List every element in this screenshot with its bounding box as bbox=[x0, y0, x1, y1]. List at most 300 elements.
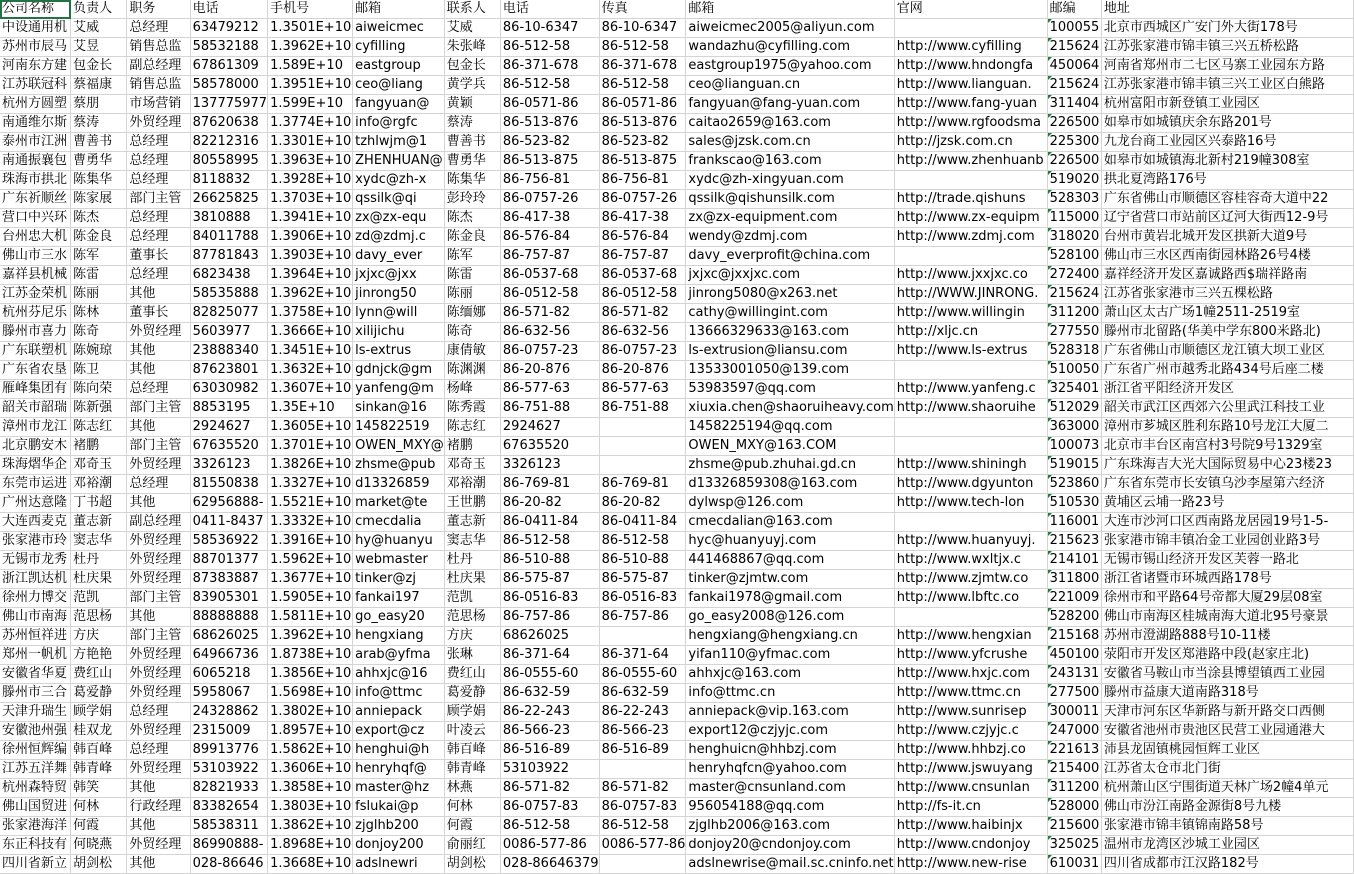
table-cell[interactable]: 陈集华 bbox=[444, 171, 500, 190]
table-cell[interactable]: 杭州方圆塑 bbox=[0, 95, 71, 114]
table-cell[interactable]: 5603977 bbox=[190, 323, 267, 342]
table-cell[interactable]: 215624 bbox=[1047, 285, 1101, 304]
table-cell[interactable]: 8853195 bbox=[190, 399, 267, 418]
table-cell[interactable]: master@cnsunland.com bbox=[686, 779, 894, 798]
table-cell[interactable]: 费红山 bbox=[71, 665, 127, 684]
table-cell[interactable]: 艾昱 bbox=[71, 38, 127, 57]
table-cell[interactable]: http://www.rgfoodsma bbox=[894, 114, 1047, 133]
table-cell[interactable]: 226500 bbox=[1047, 152, 1101, 171]
table-cell[interactable]: 86-0516-83 bbox=[599, 589, 686, 608]
table-cell[interactable]: 方庆 bbox=[444, 627, 500, 646]
table-cell[interactable]: xilijichu bbox=[353, 323, 445, 342]
table-cell[interactable]: 221009 bbox=[1047, 589, 1101, 608]
table-cell[interactable]: ceo@lianguan.cn bbox=[686, 76, 894, 95]
table-cell[interactable]: http://www.yfcrushe bbox=[894, 646, 1047, 665]
table-cell[interactable]: 韩百峰 bbox=[444, 741, 500, 760]
table-cell[interactable]: http://www.czjyjc.c bbox=[894, 722, 1047, 741]
table-cell[interactable]: 广东祈顺丝 bbox=[0, 190, 71, 209]
table-cell[interactable]: 陈林 bbox=[71, 304, 127, 323]
table-cell[interactable]: 其他 bbox=[127, 342, 190, 361]
table-cell[interactable]: 956054188@qq.com bbox=[686, 798, 894, 817]
table-cell[interactable]: 韩百峰 bbox=[71, 741, 127, 760]
table-cell[interactable]: 东正科技有 bbox=[0, 836, 71, 855]
table-cell[interactable]: 四川省新立 bbox=[0, 855, 71, 874]
table-cell[interactable]: 陈杰 bbox=[444, 209, 500, 228]
table-cell[interactable]: 86-512-58 bbox=[599, 38, 686, 57]
table-cell[interactable]: 86-575-87 bbox=[599, 570, 686, 589]
table-cell[interactable]: 陈新强 bbox=[71, 399, 127, 418]
table-cell[interactable]: 86-632-56 bbox=[599, 323, 686, 342]
table-cell[interactable]: 拱北夏湾路176号 bbox=[1101, 171, 1353, 190]
table-cell[interactable]: 韩青峰 bbox=[71, 760, 127, 779]
table-cell[interactable]: sales@jzsk.com.cn bbox=[686, 133, 894, 152]
table-cell[interactable]: hengxiang bbox=[353, 627, 445, 646]
table-cell[interactable]: xydc@zh-xingyuan.com bbox=[686, 171, 894, 190]
table-cell[interactable]: 陈金良 bbox=[444, 228, 500, 247]
table-cell[interactable]: http://www.fang-yuan bbox=[894, 95, 1047, 114]
table-cell[interactable]: aiweicmec2005@aliyun.com bbox=[686, 19, 894, 38]
table-cell[interactable]: 包金长 bbox=[444, 57, 500, 76]
table-cell[interactable]: 1.3501E+10 bbox=[268, 19, 353, 38]
table-cell[interactable]: export@cz bbox=[353, 722, 445, 741]
table-cell[interactable]: 86-756-81 bbox=[599, 171, 686, 190]
table-cell[interactable]: 王世鹏 bbox=[444, 494, 500, 513]
table-cell[interactable]: 总经理 bbox=[127, 703, 190, 722]
table-cell[interactable]: 87623801 bbox=[190, 361, 267, 380]
table-cell[interactable]: 窦志华 bbox=[71, 532, 127, 551]
table-cell[interactable]: go_easy2008@126.com bbox=[686, 608, 894, 627]
table-cell[interactable]: 1.3802E+10 bbox=[268, 703, 353, 722]
table-cell[interactable]: cyfilling bbox=[353, 38, 445, 57]
table-cell[interactable]: 张家港市玲 bbox=[0, 532, 71, 551]
table-cell[interactable]: 528000 bbox=[1047, 798, 1101, 817]
header-cell[interactable]: 邮箱 bbox=[686, 0, 894, 19]
table-cell[interactable]: 总经理 bbox=[127, 228, 190, 247]
table-cell[interactable]: 1.3962E+10 bbox=[268, 627, 353, 646]
table-cell[interactable]: 86-757-87 bbox=[599, 247, 686, 266]
table-cell[interactable]: 243131 bbox=[1047, 665, 1101, 684]
table-cell[interactable]: davy_ever bbox=[353, 247, 445, 266]
table-cell[interactable]: zjglhb200 bbox=[353, 817, 445, 836]
table-cell[interactable]: export12@czjyjc.com bbox=[686, 722, 894, 741]
header-cell[interactable]: 地址 bbox=[1101, 0, 1353, 19]
table-cell[interactable] bbox=[599, 418, 686, 437]
table-cell[interactable]: 86-513-875 bbox=[500, 152, 599, 171]
table-cell[interactable]: 89913776 bbox=[190, 741, 267, 760]
table-cell[interactable]: 葛爱静 bbox=[444, 684, 500, 703]
table-cell[interactable]: 邓奇玉 bbox=[71, 456, 127, 475]
table-cell[interactable]: 86-577-63 bbox=[599, 380, 686, 399]
table-cell[interactable]: http://www.lianguan. bbox=[894, 76, 1047, 95]
table-cell[interactable]: 86-757-86 bbox=[599, 608, 686, 627]
table-cell[interactable] bbox=[894, 513, 1047, 532]
table-cell[interactable]: 外贸经理 bbox=[127, 722, 190, 741]
table-cell[interactable]: webmaster bbox=[353, 551, 445, 570]
table-cell[interactable]: http://www.ttmc.cn bbox=[894, 684, 1047, 703]
table-cell[interactable]: 67635520 bbox=[190, 437, 267, 456]
table-cell[interactable]: 徐州恒辉编 bbox=[0, 741, 71, 760]
table-cell[interactable]: 86-0537-68 bbox=[599, 266, 686, 285]
table-cell[interactable]: cmecdalian@163.com bbox=[686, 513, 894, 532]
table-cell[interactable]: 86-512-58 bbox=[599, 532, 686, 551]
table-cell[interactable]: 外贸经理 bbox=[127, 646, 190, 665]
table-cell[interactable]: 何霞 bbox=[71, 817, 127, 836]
table-cell[interactable]: 安徽省池州市贵池区民营工业园通港大 bbox=[1101, 722, 1353, 741]
table-cell[interactable]: 318020 bbox=[1047, 228, 1101, 247]
table-cell[interactable]: ceo@liang bbox=[353, 76, 445, 95]
table-cell[interactable]: 苏州市辰马 bbox=[0, 38, 71, 57]
table-cell[interactable]: http://www.hxjc.com bbox=[894, 665, 1047, 684]
table-cell[interactable]: 外贸经理 bbox=[127, 760, 190, 779]
table-cell[interactable]: 营口中兴环 bbox=[0, 209, 71, 228]
table-cell[interactable]: 8118832 bbox=[190, 171, 267, 190]
table-cell[interactable]: 东莞市运进 bbox=[0, 475, 71, 494]
table-cell[interactable]: 6823438 bbox=[190, 266, 267, 285]
table-cell[interactable]: 311800 bbox=[1047, 570, 1101, 589]
table-cell[interactable]: 512029 bbox=[1047, 399, 1101, 418]
table-cell[interactable]: dylwsp@126.com bbox=[686, 494, 894, 513]
table-cell[interactable]: hy@huanyu bbox=[353, 532, 445, 551]
header-cell[interactable]: 邮编 bbox=[1047, 0, 1101, 19]
table-cell[interactable]: 1.3906E+10 bbox=[268, 228, 353, 247]
table-cell[interactable] bbox=[599, 627, 686, 646]
table-cell[interactable]: 广东省广州市越秀北路434号后座二楼 bbox=[1101, 361, 1353, 380]
table-cell[interactable]: http://www.dgyunton bbox=[894, 475, 1047, 494]
table-cell[interactable]: 100055 bbox=[1047, 19, 1101, 38]
table-cell[interactable]: 外贸经理 bbox=[127, 836, 190, 855]
header-cell[interactable]: 手机号 bbox=[268, 0, 353, 19]
table-cell[interactable]: d13326859 bbox=[353, 475, 445, 494]
table-cell[interactable]: 58535888 bbox=[190, 285, 267, 304]
table-cell[interactable]: 450064 bbox=[1047, 57, 1101, 76]
table-cell[interactable]: market@te bbox=[353, 494, 445, 513]
table-cell[interactable]: 1.589E+10 bbox=[268, 57, 353, 76]
table-cell[interactable]: 陈金良 bbox=[71, 228, 127, 247]
table-cell[interactable]: henryhqfcn@yahoo.com bbox=[686, 760, 894, 779]
table-cell[interactable]: 温州市龙湾区沙城工业园区 bbox=[1101, 836, 1353, 855]
table-cell[interactable]: 韩笑 bbox=[71, 779, 127, 798]
table-cell[interactable]: 黄颖 bbox=[444, 95, 500, 114]
table-cell[interactable]: http://www.huanyuyj. bbox=[894, 532, 1047, 551]
table-cell[interactable]: 外贸经理 bbox=[127, 323, 190, 342]
table-cell[interactable]: 86-0757-83 bbox=[500, 798, 599, 817]
table-cell[interactable]: 26625825 bbox=[190, 190, 267, 209]
table-cell[interactable]: henryhqf@ bbox=[353, 760, 445, 779]
table-cell[interactable]: 副总经理 bbox=[127, 57, 190, 76]
table-cell[interactable]: 张家港市锦丰镇冶金工业园创业路3号 bbox=[1101, 532, 1353, 551]
table-cell[interactable]: 86-0411-84 bbox=[500, 513, 599, 532]
table-cell[interactable]: 88701377 bbox=[190, 551, 267, 570]
table-cell[interactable]: fangyuan@ bbox=[353, 95, 445, 114]
table-cell[interactable]: 86-371-678 bbox=[500, 57, 599, 76]
table-cell[interactable]: 441468867@qq.com bbox=[686, 551, 894, 570]
table-cell[interactable]: http://www.hndongfa bbox=[894, 57, 1047, 76]
table-cell[interactable]: 外贸经理 bbox=[127, 684, 190, 703]
table-cell[interactable]: 86-523-82 bbox=[599, 133, 686, 152]
table-cell[interactable]: 13666329633@163.com bbox=[686, 323, 894, 342]
table-cell[interactable]: 杭州萧山区宁围街道天林广场2幢4单元 bbox=[1101, 779, 1353, 798]
table-cell[interactable]: 陈集华 bbox=[71, 171, 127, 190]
table-cell[interactable]: 86-0757-23 bbox=[599, 342, 686, 361]
table-cell[interactable]: jinrong50 bbox=[353, 285, 445, 304]
table-cell[interactable]: 86-566-23 bbox=[599, 722, 686, 741]
table-cell[interactable]: 广东联塑机 bbox=[0, 342, 71, 361]
table-cell[interactable]: caitao2659@163.com bbox=[686, 114, 894, 133]
table-cell[interactable]: http://www.cndonjoy bbox=[894, 836, 1047, 855]
table-cell[interactable]: 1.5521E+10 bbox=[268, 494, 353, 513]
table-cell[interactable]: http://www.wxltjx.c bbox=[894, 551, 1047, 570]
table-cell[interactable]: 其他 bbox=[127, 608, 190, 627]
table-cell[interactable] bbox=[599, 437, 686, 456]
table-cell[interactable]: 行政经理 bbox=[127, 798, 190, 817]
table-cell[interactable]: 100073 bbox=[1047, 437, 1101, 456]
table-cell[interactable]: 87383887 bbox=[190, 570, 267, 589]
table-cell[interactable]: 86-20-82 bbox=[500, 494, 599, 513]
table-cell[interactable]: 滕州市三合 bbox=[0, 684, 71, 703]
table-cell[interactable]: http://www.willingin bbox=[894, 304, 1047, 323]
table-cell[interactable]: 外贸经理 bbox=[127, 114, 190, 133]
table-cell[interactable]: 86-0757-23 bbox=[500, 342, 599, 361]
table-cell[interactable]: 2924627 bbox=[500, 418, 599, 437]
table-cell[interactable]: http://www.jswuyang bbox=[894, 760, 1047, 779]
table-cell[interactable]: 1.3632E+10 bbox=[268, 361, 353, 380]
table-cell[interactable]: 如皋市如城镇庆余东路201号 bbox=[1101, 114, 1353, 133]
table-cell[interactable]: 510530 bbox=[1047, 494, 1101, 513]
table-cell[interactable]: eastgroup bbox=[353, 57, 445, 76]
table-cell[interactable]: 86-512-58 bbox=[500, 817, 599, 836]
table-cell[interactable]: 58578000 bbox=[190, 76, 267, 95]
table-cell[interactable]: 滕州市益康大道南路318号 bbox=[1101, 684, 1353, 703]
table-cell[interactable]: 江苏张家港市锦丰镇三兴工业区白熊路 bbox=[1101, 76, 1353, 95]
table-cell[interactable]: 部门主管 bbox=[127, 589, 190, 608]
table-cell[interactable]: 272400 bbox=[1047, 266, 1101, 285]
table-cell[interactable]: 嘉祥经济开发区嘉诚路西$瑞祥路南 bbox=[1101, 266, 1353, 285]
table-cell[interactable]: http://www.zdmj.com bbox=[894, 228, 1047, 247]
table-cell[interactable]: 浙江凯达机 bbox=[0, 570, 71, 589]
table-cell[interactable]: 陈婉琼 bbox=[71, 342, 127, 361]
table-cell[interactable]: 86-0537-68 bbox=[500, 266, 599, 285]
table-cell[interactable]: 1.3928E+10 bbox=[268, 171, 353, 190]
table-cell[interactable]: 86-0516-83 bbox=[500, 589, 599, 608]
table-cell[interactable]: 86-512-58 bbox=[500, 38, 599, 57]
table-cell[interactable]: 1.3951E+10 bbox=[268, 76, 353, 95]
table-cell[interactable]: 1.599E+10 bbox=[268, 95, 353, 114]
table-cell[interactable]: http://www.zx-equipm bbox=[894, 209, 1047, 228]
table-cell[interactable]: http://trade.qishuns bbox=[894, 190, 1047, 209]
table-cell[interactable]: 86-632-56 bbox=[500, 323, 599, 342]
table-cell[interactable]: 滕州市喜力 bbox=[0, 323, 71, 342]
table-cell[interactable]: 63030982 bbox=[190, 380, 267, 399]
table-cell[interactable]: 安徽省华夏 bbox=[0, 665, 71, 684]
table-cell[interactable]: 519020 bbox=[1047, 171, 1101, 190]
table-cell[interactable]: 陈奇 bbox=[71, 323, 127, 342]
table-cell[interactable]: 1.3962E+10 bbox=[268, 38, 353, 57]
table-cell[interactable]: 68626025 bbox=[190, 627, 267, 646]
table-cell[interactable]: 其他 bbox=[127, 817, 190, 836]
table-cell[interactable]: 86-512-58 bbox=[500, 76, 599, 95]
table-cell[interactable]: zx@zx-equ bbox=[353, 209, 445, 228]
table-cell[interactable]: 陈卫 bbox=[71, 361, 127, 380]
table-cell[interactable]: 67861309 bbox=[190, 57, 267, 76]
table-cell[interactable]: fangyuan@fang-yuan.com bbox=[686, 95, 894, 114]
table-cell[interactable]: lynn@will bbox=[353, 304, 445, 323]
table-cell[interactable]: zx@zx-equipment.com bbox=[686, 209, 894, 228]
table-cell[interactable]: jxjxc@jxx bbox=[353, 266, 445, 285]
table-cell[interactable]: 彭玲玲 bbox=[444, 190, 500, 209]
table-cell[interactable]: 1.5962E+10 bbox=[268, 551, 353, 570]
table-cell[interactable]: 86-571-82 bbox=[599, 779, 686, 798]
table-cell[interactable]: http://www.hhbzj.co bbox=[894, 741, 1047, 760]
table-cell[interactable]: 范凯 bbox=[71, 589, 127, 608]
table-cell[interactable]: 86-571-82 bbox=[500, 779, 599, 798]
table-cell[interactable]: 副总经理 bbox=[127, 513, 190, 532]
table-cell[interactable] bbox=[894, 361, 1047, 380]
table-cell[interactable]: 邓裕潮 bbox=[71, 475, 127, 494]
table-cell[interactable]: 蔡涛 bbox=[444, 114, 500, 133]
table-cell[interactable]: 市场营销 bbox=[127, 95, 190, 114]
table-cell[interactable]: 俞丽红 bbox=[444, 836, 500, 855]
table-cell[interactable]: 范思杨 bbox=[71, 608, 127, 627]
table-cell[interactable]: 86-756-81 bbox=[500, 171, 599, 190]
table-cell[interactable]: 86-769-81 bbox=[500, 475, 599, 494]
table-cell[interactable] bbox=[599, 456, 686, 475]
table-cell[interactable]: 萧山区太古广场1幢2511-2519室 bbox=[1101, 304, 1353, 323]
table-cell[interactable]: 86-0555-60 bbox=[500, 665, 599, 684]
table-cell[interactable]: ls-extrus bbox=[353, 342, 445, 361]
table-cell[interactable]: 张家港海洋 bbox=[0, 817, 71, 836]
table-cell[interactable]: 陈丽 bbox=[444, 285, 500, 304]
table-cell[interactable]: 86-0571-86 bbox=[599, 95, 686, 114]
table-cell[interactable]: 曹勇华 bbox=[444, 152, 500, 171]
table-cell[interactable]: 86-0757-26 bbox=[599, 190, 686, 209]
table-cell[interactable]: http://WWW.JINRONG. bbox=[894, 285, 1047, 304]
table-cell[interactable]: jxjxc@jxxjxc.com bbox=[686, 266, 894, 285]
table-cell[interactable]: 83905301 bbox=[190, 589, 267, 608]
table-cell[interactable]: http://www.ls-extrus bbox=[894, 342, 1047, 361]
table-cell[interactable]: 叶凌云 bbox=[444, 722, 500, 741]
table-cell[interactable] bbox=[599, 855, 686, 874]
table-cell[interactable]: fankai197 bbox=[353, 589, 445, 608]
table-cell[interactable]: 0086-577-86 bbox=[500, 836, 599, 855]
table-cell[interactable]: 1.3758E+10 bbox=[268, 304, 353, 323]
table-cell[interactable]: OWEN_MXY@163.COM bbox=[686, 437, 894, 456]
table-cell[interactable]: 81550838 bbox=[190, 475, 267, 494]
table-cell[interactable]: 其他 bbox=[127, 779, 190, 798]
table-cell[interactable]: tinker@zj bbox=[353, 570, 445, 589]
table-cell[interactable]: 86-523-82 bbox=[500, 133, 599, 152]
table-cell[interactable] bbox=[894, 418, 1047, 437]
table-cell[interactable]: 86-0411-84 bbox=[599, 513, 686, 532]
table-cell[interactable]: 277550 bbox=[1047, 323, 1101, 342]
table-cell[interactable]: 115000 bbox=[1047, 209, 1101, 228]
table-cell[interactable]: 1.3862E+10 bbox=[268, 817, 353, 836]
table-cell[interactable]: http://fs-it.cn bbox=[894, 798, 1047, 817]
table-cell[interactable]: 广东省佛山市顺德区容桂容奇大道中22 bbox=[1101, 190, 1353, 209]
table-cell[interactable]: 86-510-88 bbox=[500, 551, 599, 570]
table-cell[interactable]: 杜丹 bbox=[444, 551, 500, 570]
table-cell[interactable]: 225300 bbox=[1047, 133, 1101, 152]
table-cell[interactable]: 其他 bbox=[127, 494, 190, 513]
table-cell[interactable]: xiuxia.chen@shaoruiheavy.com bbox=[686, 399, 894, 418]
table-cell[interactable]: 214101 bbox=[1047, 551, 1101, 570]
table-cell[interactable]: 1.3301E+10 bbox=[268, 133, 353, 152]
table-cell[interactable]: 1.8957E+10 bbox=[268, 722, 353, 741]
table-cell[interactable] bbox=[894, 437, 1047, 456]
table-cell[interactable]: jinrong5080@x263.net bbox=[686, 285, 894, 304]
table-cell[interactable]: 86-0512-58 bbox=[500, 285, 599, 304]
table-cell[interactable]: 荥阳市开发区郑港路中段(赵家庄北) bbox=[1101, 646, 1353, 665]
table-cell[interactable]: 张琳 bbox=[444, 646, 500, 665]
table-cell[interactable]: 221613 bbox=[1047, 741, 1101, 760]
table-cell[interactable]: 外贸经理 bbox=[127, 551, 190, 570]
table-cell[interactable]: 028-86646 bbox=[190, 855, 267, 874]
table-cell[interactable]: 总经理 bbox=[127, 475, 190, 494]
table-cell[interactable]: 桂双龙 bbox=[71, 722, 127, 741]
table-cell[interactable]: 蔡涛 bbox=[71, 114, 127, 133]
table-cell[interactable]: zhsme@pub bbox=[353, 456, 445, 475]
table-cell[interactable]: 部门主管 bbox=[127, 627, 190, 646]
table-cell[interactable]: 528100 bbox=[1047, 247, 1101, 266]
table-cell[interactable]: 86-20-82 bbox=[599, 494, 686, 513]
table-cell[interactable]: 1.3327E+10 bbox=[268, 475, 353, 494]
table-cell[interactable]: 陈渊渊 bbox=[444, 361, 500, 380]
table-cell[interactable]: 86-0757-83 bbox=[599, 798, 686, 817]
table-cell[interactable]: 北京市丰台区南宫村3号院9号1329室 bbox=[1101, 437, 1353, 456]
table-cell[interactable]: 519015 bbox=[1047, 456, 1101, 475]
table-cell[interactable]: 张家港市锦丰镇锦南路58号 bbox=[1101, 817, 1353, 836]
table-cell[interactable]: 53103922 bbox=[500, 760, 599, 779]
table-cell[interactable]: 郑州一帆机 bbox=[0, 646, 71, 665]
table-cell[interactable]: 523860 bbox=[1047, 475, 1101, 494]
table-cell[interactable]: 何林 bbox=[444, 798, 500, 817]
table-cell[interactable]: 褚鹏 bbox=[444, 437, 500, 456]
table-cell[interactable]: cathy@willingint.com bbox=[686, 304, 894, 323]
table-cell[interactable]: 曹善书 bbox=[444, 133, 500, 152]
table-cell[interactable]: 艾威 bbox=[444, 19, 500, 38]
table-cell[interactable]: 226500 bbox=[1047, 114, 1101, 133]
table-cell[interactable]: qssilk@qi bbox=[353, 190, 445, 209]
table-cell[interactable]: arab@yfma bbox=[353, 646, 445, 665]
table-cell[interactable]: 325025 bbox=[1047, 836, 1101, 855]
table-cell[interactable]: 大连市沙河口区西南路龙居园19号1-5- bbox=[1101, 513, 1353, 532]
table-cell[interactable]: d13326859308@163.com bbox=[686, 475, 894, 494]
table-cell[interactable]: 外贸经理 bbox=[127, 532, 190, 551]
table-cell[interactable]: 1.3962E+10 bbox=[268, 285, 353, 304]
table-cell[interactable]: 江苏张家港市锦丰镇三兴五桥松路 bbox=[1101, 38, 1353, 57]
table-cell[interactable]: 台州市黄岩北城开发区拱新大道9号 bbox=[1101, 228, 1353, 247]
table-cell[interactable]: 林燕 bbox=[444, 779, 500, 798]
table-cell[interactable]: 天津市河东区华新路与新开路交口西侧 bbox=[1101, 703, 1353, 722]
table-cell[interactable]: 康倩敏 bbox=[444, 342, 500, 361]
table-cell[interactable]: 86-632-59 bbox=[500, 684, 599, 703]
table-cell[interactable]: 天津升瑞生 bbox=[0, 703, 71, 722]
table-cell[interactable]: http://www.sunrisep bbox=[894, 703, 1047, 722]
table-cell[interactable]: ahhxjc@16 bbox=[353, 665, 445, 684]
table-cell[interactable]: 86-0571-86 bbox=[500, 95, 599, 114]
table-cell[interactable]: 陈丽 bbox=[71, 285, 127, 304]
table-cell[interactable]: 佛山市南海区桂城南海大道北95号豪景 bbox=[1101, 608, 1353, 627]
table-cell[interactable]: 86-0555-60 bbox=[599, 665, 686, 684]
table-cell[interactable]: 86-516-89 bbox=[500, 741, 599, 760]
table-cell[interactable]: info@ttmc.cn bbox=[686, 684, 894, 703]
table-cell[interactable]: 1.3668E+10 bbox=[268, 855, 353, 874]
table-cell[interactable]: 510050 bbox=[1047, 361, 1101, 380]
table-cell[interactable]: 四川省成都市江汉路182号 bbox=[1101, 855, 1353, 874]
table-cell[interactable]: 广州达意隆 bbox=[0, 494, 71, 513]
table-cell[interactable]: 86-513-876 bbox=[500, 114, 599, 133]
table-cell[interactable]: 137775977 bbox=[190, 95, 267, 114]
table-cell[interactable]: 董事长 bbox=[127, 247, 190, 266]
